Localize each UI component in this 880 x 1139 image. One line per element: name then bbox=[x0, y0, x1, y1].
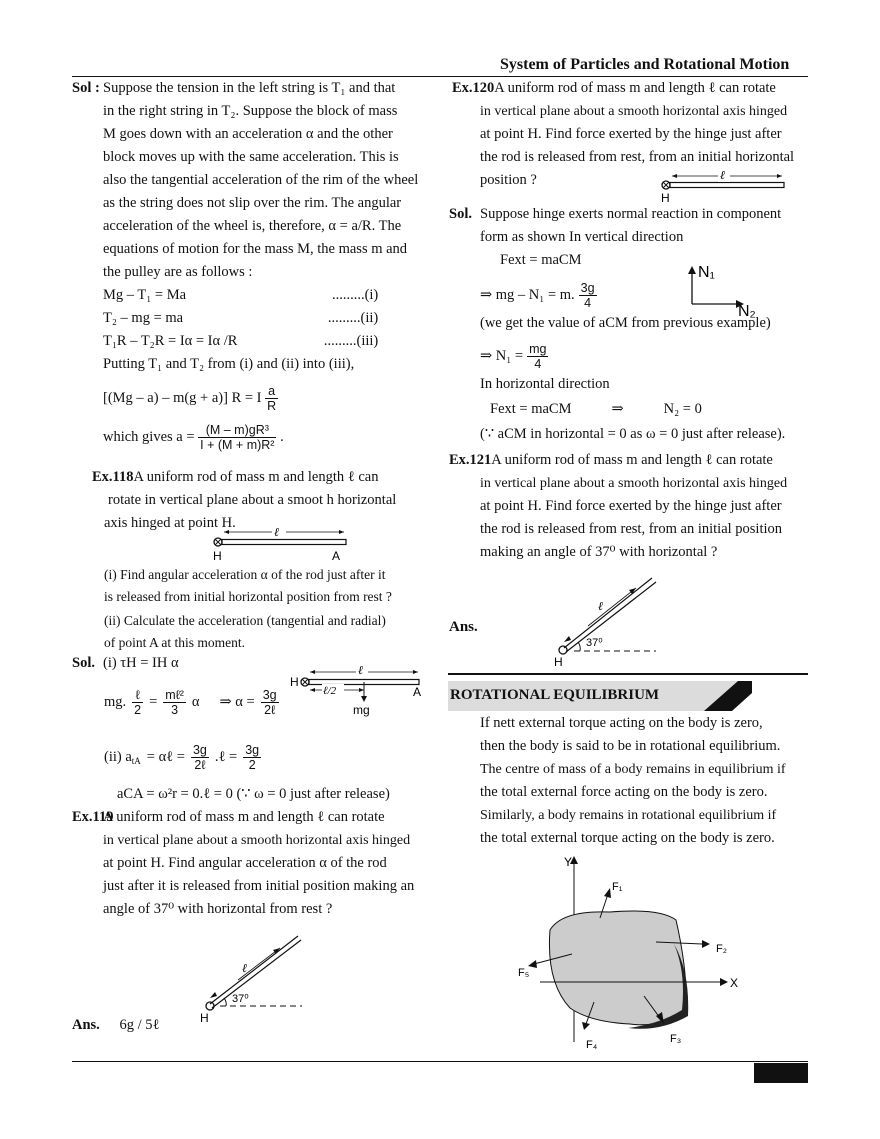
ex118-questions: (i) Find angular acceleration α of the rod just after it is released from initial horizontal position from rest ? (ii) Calculate the acceleration (tangential and radial) of point A at this moment. bbox=[104, 567, 392, 650]
ex120-eq-n1-result: ⇒ N₁ = $\frac{mg}{4}$ bbox=[480, 342, 547, 371]
sol-line: block moves up with the same acceleration. This is bbox=[103, 149, 399, 165]
hinge-label: H bbox=[213, 549, 222, 563]
footer-rule bbox=[72, 1061, 808, 1062]
ex121-answer-label: Ans. bbox=[449, 619, 478, 635]
ex119-inclined-rod-diagram bbox=[198, 928, 308, 1024]
ex121-block: Ex.121A uniform rod of mass m and length ℓ can rotate in vertical plane about a smooth horizontal axis hinged at point H. Find force exerted by the hinge just after the rod is released from rest, from an initial position making an angle of 37⁰ with horizontal ? bbox=[449, 452, 788, 560]
sol2-label: Sol. bbox=[72, 655, 95, 671]
ex120-because-line: (∵ aCM in horizontal = 0 as ω = 0 just after release). bbox=[480, 426, 786, 442]
svg-text:F₅: F₅ bbox=[518, 967, 530, 979]
sol2-line2: mg. $\frac{\text{ℓ}}{2}$ = $\frac{\text{mℓ²}}{3}$ α ⇒ α = $\frac{3g}{\text{2ℓ}}$ bbox=[104, 688, 277, 717]
equation-4: [(Mg – a) – m(g + a)] R = I $\frac{a}{R}$ bbox=[103, 384, 277, 413]
sol-label: Sol : bbox=[72, 80, 100, 96]
sol-line: acceleration of the wheel is, therefore, α = a/R. The bbox=[103, 218, 402, 234]
svg-text:N₂: N₂ bbox=[738, 303, 756, 320]
end-label: A bbox=[332, 549, 341, 563]
svg-text:F₁: F₁ bbox=[612, 881, 623, 893]
sol-line: as the string does not slip over the rim. The angular bbox=[103, 195, 402, 211]
svg-text:H: H bbox=[200, 1011, 209, 1025]
svg-text:H: H bbox=[554, 655, 563, 669]
svg-text:H: H bbox=[290, 675, 299, 689]
left-column bbox=[72, 77, 437, 452]
length-label: ℓ bbox=[274, 525, 279, 539]
ex120-block: Ex.120A uniform rod of mass m and length ℓ can rotate in vertical plane about a smooth horizontal axis hinged at point H. Find force exerted by the hinge just after the rod is released from rest, from an initial horizontal position ? bbox=[452, 80, 795, 188]
ex120-solution: Sol. Suppose hinge exerts normal reaction in component form as shown In vertical direction bbox=[449, 203, 814, 249]
ex119-block: Ex.119 A uniform rod of mass m and length ℓ can rotate in vertical plane about a smooth horizontal axis hinged at point H. Find angular acceleration α of the rod just after it is released from initial position making an angle of 37⁰ with horizontal from rest ? bbox=[72, 806, 442, 921]
svg-text:N₁: N₁ bbox=[698, 264, 715, 281]
sol-line: M goes down with an acceleration α and the other bbox=[103, 126, 393, 142]
svg-text:X: X bbox=[730, 976, 739, 990]
page-number-box bbox=[754, 1063, 808, 1083]
ex120-eq-n1: ⇒ mg – N₁ = m. $\frac{3g}{4}$ bbox=[480, 281, 595, 310]
svg-text:37⁰: 37⁰ bbox=[232, 993, 249, 1005]
radial-acc-line: aCA = ω²r = 0.ℓ = 0 (∵ ω = 0 just after release) bbox=[117, 786, 390, 802]
ex120-eq-horizontal: Fext = maCM ⇒ N₂ = 0 bbox=[490, 401, 702, 417]
horizontal-direction-label: In horizontal direction bbox=[480, 376, 610, 392]
putting-line: Putting T₁ and T₂ from (i) and (ii) into (iii), bbox=[103, 356, 355, 372]
svg-text:37⁰: 37⁰ bbox=[586, 637, 603, 649]
svg-text:A: A bbox=[413, 685, 422, 699]
svg-text:ℓ/2: ℓ/2 bbox=[323, 685, 337, 697]
running-header: System of Particles and Rotational Motion bbox=[500, 56, 790, 73]
ex121-inclined-rod-diagram bbox=[552, 570, 662, 670]
section-body: If nett external torque acting on the body is zero, then the body is said to be in rotational equilibrium. The centre of mass of a body remains in equilibrium if the total external force acting on the body is zero. Similarly, a body remains in rotational equilibrium if the total external torque acting on the body is zero. bbox=[480, 715, 786, 846]
svg-text:F₃: F₃ bbox=[670, 1033, 682, 1045]
rigid-body-forces-diagram bbox=[510, 852, 750, 1052]
ex118-rod-diagram bbox=[210, 526, 350, 562]
sol-text bbox=[103, 77, 418, 452]
section-title: ROTATIONAL EQUILIBRIUM bbox=[450, 687, 660, 703]
sol-line: equations of motion for the mass M, the mass m and bbox=[103, 241, 408, 257]
ex118-block: Ex.118A uniform rod of mass m and length ℓ can rotate in vertical plane about a smoot h horizontal axis hinged at point H. bbox=[92, 469, 397, 531]
ex119-label: Ex.119 bbox=[72, 809, 114, 825]
svg-text:ℓ: ℓ bbox=[598, 599, 603, 613]
ex119-answer: Ans. 6g / 5ℓ bbox=[72, 1017, 160, 1033]
equation-2: T₂ – mg = ma .........(ii) bbox=[103, 310, 379, 326]
sol-line: also the tangential acceleration of the rim of the wheel bbox=[103, 172, 419, 188]
svg-text:F₄: F₄ bbox=[586, 1039, 598, 1051]
normal-reaction-diagram bbox=[680, 262, 780, 322]
sol2-line3: (ii) $a_{tA}$ = αℓ = $\frac{3g}{\text{2ℓ}}$ .ℓ = $\frac{3g}{2}$ bbox=[104, 743, 260, 772]
ex120-rod-diagram bbox=[656, 170, 788, 204]
ex120-note: (we get the value of aCM from previous example) bbox=[480, 315, 771, 331]
svg-text:mg: mg bbox=[353, 703, 370, 717]
ex121-label: Ex.121 bbox=[449, 452, 492, 468]
svg-text:F₂: F₂ bbox=[716, 943, 727, 955]
svg-text:H: H bbox=[661, 191, 670, 205]
svg-text:Y: Y bbox=[564, 855, 573, 869]
sol2-rod-diagram bbox=[290, 664, 430, 718]
equation-3: T₁R – T₂R = Iα = Iα /R .........(iii) bbox=[103, 333, 379, 349]
result-equation: which gives a = $\frac{\text{(M – m)gR³}}{\text{I + (M + m)R²}}$ . bbox=[103, 423, 284, 452]
sol-line: in the right string in T₂. Suppose the block of mass bbox=[103, 103, 398, 119]
ex120-eq-fext: Fext = maCM bbox=[500, 252, 582, 268]
sol-line: Suppose the tension in the left string is T₁ and that bbox=[103, 80, 396, 96]
ex118-label: Ex.118 bbox=[92, 469, 134, 485]
torque-eq: (i) τH = IH α bbox=[103, 655, 179, 671]
ex120-label: Ex.120 bbox=[452, 80, 495, 96]
svg-text:ℓ: ℓ bbox=[720, 168, 725, 182]
section-rule bbox=[448, 673, 808, 675]
sol-line: the pulley are as follows : bbox=[103, 264, 253, 280]
svg-text:ℓ: ℓ bbox=[358, 663, 363, 677]
ex120-sol-label: Sol. bbox=[449, 206, 472, 222]
svg-text:ℓ: ℓ bbox=[242, 961, 247, 975]
equation-1: Mg – T₁ = Ma .........(i) bbox=[103, 287, 379, 303]
